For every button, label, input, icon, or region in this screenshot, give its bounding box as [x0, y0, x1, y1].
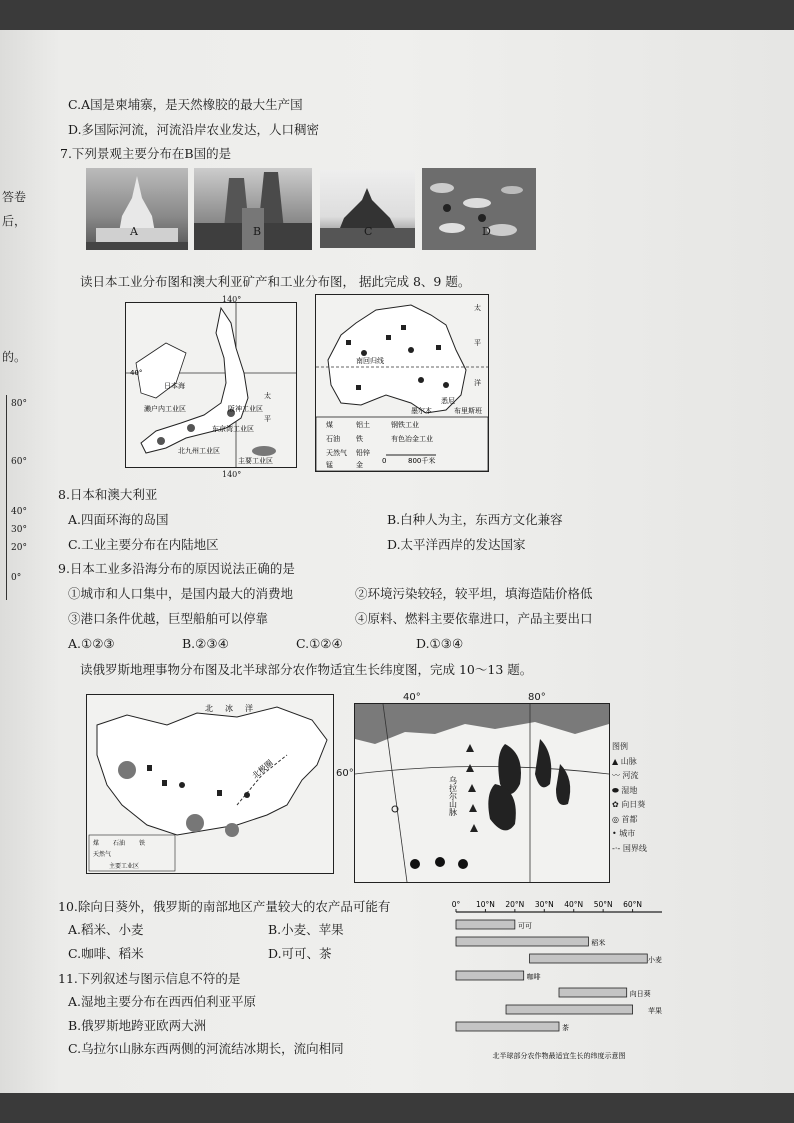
q9-statement-1: ①城市和人口集中，是国内最大的消费地 — [68, 586, 294, 601]
q9-option-b: B.②③④ — [182, 636, 229, 651]
aus-map-label: 墨尔本 — [411, 407, 432, 415]
australia-minerals-map — [315, 294, 489, 472]
intro-8-9: 读日本工业分布图和澳大利亚矿产和工业分布图， 据此完成 8、9 题。 — [80, 274, 471, 289]
q10-option-c: C.咖啡、稻米 — [68, 946, 144, 961]
russia-legend: 天然气 — [93, 851, 112, 858]
aus-legend: 金 — [356, 461, 363, 469]
japan-map-label: 40° — [130, 369, 143, 377]
russia-map-label: 北极圈 — [250, 758, 275, 781]
japan-map-label: 东京湾工业区 — [212, 425, 254, 433]
russia-legend: 主要工业区 — [109, 863, 140, 870]
q8-stem: 8.日本和澳大利亚 — [58, 487, 158, 502]
aus-legend: 钢铁工业 — [391, 421, 419, 429]
chart-title: 北半球部分农作物最适宜生长的纬度示意图 — [492, 1052, 626, 1060]
chart-bar-label: 茶 — [562, 1024, 569, 1032]
chart-tick-label: 10°N — [475, 900, 495, 909]
ruler-tick: 80° — [11, 399, 27, 409]
q9-option-a: A.①②③ — [68, 636, 115, 651]
russia-resources-map — [86, 694, 334, 874]
ruler-tick: 20° — [11, 543, 27, 553]
japan-map-label: 日本海 — [164, 382, 185, 390]
q9-statement-4: ④原料、燃料主要依靠进口，产品主要出口 — [355, 611, 593, 626]
chart-tick-label: 20°N — [505, 900, 525, 909]
margin-fragment: 后， — [2, 214, 27, 228]
chart-bar-label: 咖啡 — [526, 973, 541, 981]
q9-statement-2: ②环境污染较轻，较平坦，填海造陆价格低 — [355, 586, 593, 601]
ural-map-label: 乌拉尔山脉 — [448, 776, 458, 816]
floating-market-photo — [422, 168, 536, 250]
chart-bar-2 — [530, 954, 648, 963]
japan-map-label: 濑户内工业区 — [144, 405, 186, 413]
chart-tick-label: 50°N — [593, 900, 613, 909]
wetland-icon: ⬬ 湿地 — [612, 785, 638, 795]
chart-bar-1 — [456, 937, 588, 946]
photo-label-a: A — [130, 225, 138, 238]
q8-option-c: C.工业主要分布在内陆地区 — [68, 537, 219, 552]
chart-bar-label: 向日葵 — [629, 990, 651, 998]
aus-legend: 石油 — [326, 435, 340, 443]
aus-map-label: 洋 — [474, 379, 481, 387]
aus-legend: 0 — [382, 457, 387, 465]
aus-map-label: 平 — [474, 339, 481, 347]
intro-10-13: 读俄罗斯地理事物分布图及北半球部分农作物适宜生长纬度图，完成 10～13 题。 — [80, 662, 533, 677]
japan-map-label: 太 — [264, 392, 271, 400]
aus-legend: 铝土 — [356, 421, 370, 429]
russia-legend: 煤 — [93, 840, 100, 847]
aus-map-label: 悉尼 — [441, 397, 455, 405]
japan-map-label: 阪神工业区 — [228, 405, 263, 413]
ruler-tick: 0° — [11, 573, 22, 583]
japan-map-label: 主要工业区 — [238, 457, 273, 465]
q11-option-c: C.乌拉尔山脉东西两侧的河流结冰期长，流向相同 — [68, 1041, 344, 1056]
ruler-tick: 40° — [11, 507, 27, 517]
ural-lon-40: 40° — [403, 692, 421, 703]
q6-option-d: D.多国际河流，河流沿岸农业发达，人口稠密 — [68, 122, 320, 137]
chart-bar-label: 稻米 — [591, 939, 606, 947]
chart-bar-5 — [506, 1005, 633, 1014]
q10-option-b: B.小麦、苹果 — [268, 922, 344, 937]
aus-legend: 铅锌 — [356, 449, 370, 457]
q11-stem: 11.下列叙述与图示信息不符的是 — [58, 971, 241, 986]
chart-bar-label: 苹果 — [648, 1007, 662, 1015]
q10-option-a: A.稻米、小麦 — [68, 922, 144, 937]
ural-agriculture-map — [354, 703, 610, 883]
margin-fragment: 的。 — [2, 350, 27, 364]
aus-legend: 有色冶金工业 — [391, 435, 433, 443]
chart-bar-0 — [456, 920, 515, 929]
aus-map-label: 布里斯班 — [454, 407, 482, 415]
q8-option-b: B.白种人为主，东西方文化兼容 — [387, 512, 563, 527]
russia-map-label: 北 — [205, 704, 213, 713]
chart-tick-label: 40°N — [564, 900, 584, 909]
q8-option-a: A.四面环海的岛国 — [68, 512, 169, 527]
chart-tick-label: 60°N — [623, 900, 643, 909]
ruler-tick: 60° — [11, 457, 27, 467]
border-icon: -·- 国界线 — [612, 843, 647, 853]
ruler-tick: 30° — [11, 525, 27, 535]
aus-map-label: 太 — [474, 304, 481, 312]
sunflower-icon: ✿ 向日葵 — [612, 800, 646, 809]
chart-bar-6 — [456, 1022, 559, 1031]
q9-option-c: C.①②④ — [296, 636, 343, 651]
photo-label-b: B — [253, 225, 262, 238]
ural-legend-title: 图例 — [612, 742, 628, 751]
q10-stem: 10.除向日葵外，俄罗斯的南部地区产量较大的农产品可能有 — [58, 899, 391, 914]
ural-legend — [612, 740, 647, 856]
chart-tick-label: 30°N — [534, 900, 554, 909]
capital-icon: ◎ 首都 — [612, 814, 638, 824]
ural-lat-60: 60° — [336, 768, 354, 779]
japan-industry-map — [125, 302, 297, 468]
japan-map-top-lon: 140° — [222, 295, 242, 304]
japan-map-label: 平 — [264, 415, 271, 423]
chart-bar-label: 可可 — [517, 922, 532, 930]
latitude-ruler — [6, 395, 39, 600]
chart-bar-label: 小麦 — [648, 956, 662, 964]
aus-legend: 铁 — [356, 435, 363, 443]
mountain-icon: ▲ 山脉 — [612, 756, 637, 766]
russia-map-label: 洋 — [245, 704, 253, 713]
aus-legend: 天然气 — [326, 449, 347, 457]
russia-legend: 铁 — [139, 840, 146, 847]
q9-stem: 9.日本工业多沿海分布的原因说法正确的是 — [58, 561, 295, 576]
margin-fragment: 答卷 — [2, 190, 27, 204]
q7-stem: 7.下列景观主要分布在B国的是 — [60, 146, 232, 161]
russia-map-label: 冰 — [225, 704, 233, 713]
city-icon: • 城市 — [612, 829, 636, 838]
chart-bar-3 — [456, 971, 524, 980]
aus-map-label: 南回归线 — [356, 357, 384, 365]
photo-label-d: D — [482, 225, 491, 238]
q9-statement-3: ③港口条件优越，巨型船舶可以停靠 — [68, 611, 269, 626]
q10-option-d: D.可可、茶 — [268, 946, 332, 961]
photo-label-c: C — [364, 225, 373, 238]
chart-bar-4 — [559, 988, 627, 997]
q11-option-a: A.湿地主要分布在西西伯利亚平原 — [68, 994, 257, 1009]
aus-legend: 锰 — [326, 461, 333, 469]
river-icon: 〰 河流 — [612, 771, 639, 780]
crop-latitude-chart — [450, 898, 666, 1063]
japan-map-label: 北九州工业区 — [178, 447, 220, 455]
ural-lon-80: 80° — [528, 692, 546, 703]
chart-tick-label: 0° — [451, 900, 461, 909]
q9-option-d: D.①③④ — [416, 636, 464, 651]
crop-chart-svg — [450, 898, 666, 1063]
aus-legend: 800千米 — [408, 457, 436, 465]
russia-legend: 石油 — [113, 840, 126, 847]
japan-map-bottom-lon: 140° — [222, 470, 242, 479]
q8-option-d: D.太平洋西岸的发达国家 — [387, 537, 526, 552]
aus-legend: 煤 — [326, 421, 333, 429]
q6-option-c: C.A国是柬埔寨，是天然橡胶的最大生产国 — [68, 97, 303, 112]
q11-option-b: B.俄罗斯地跨亚欧两大洲 — [68, 1018, 207, 1033]
